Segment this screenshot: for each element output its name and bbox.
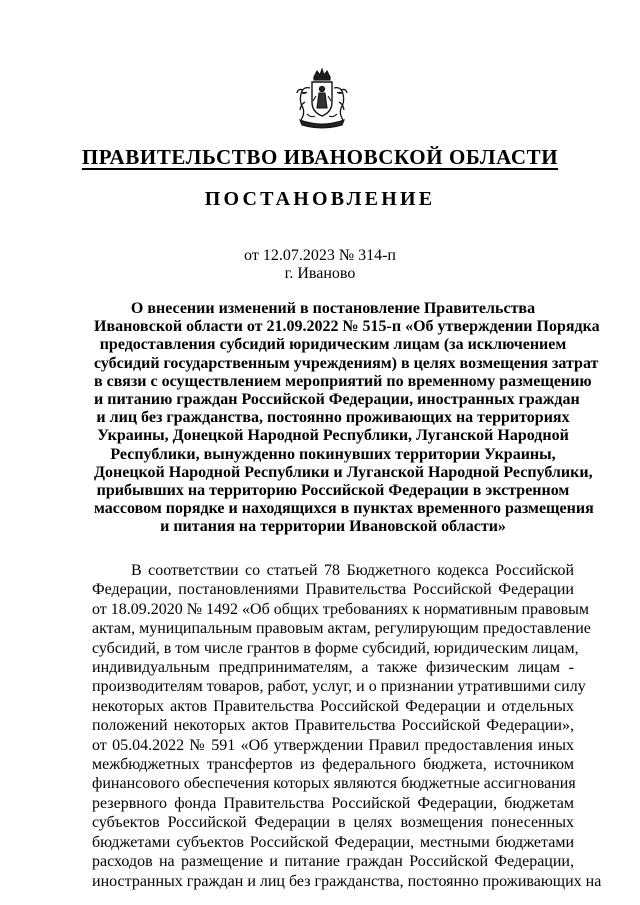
title-line: Украины, Донецкой Народной Республики, Луганской Народной [97,427,569,445]
title-line: массовом порядке и находящихся в пунктах временного размещения [94,500,594,518]
body-line: положений некоторых актов Правительства Российской Федерации», [92,717,574,735]
title-line: О внесении изменений в постановление Правительства [130,300,536,317]
title-line: и питания на территории Ивановской области» [160,518,506,536]
ivanovo-coat-of-arms-icon [295,68,349,130]
title-line: в связи с осуществлением мероприятий по временному размещению [94,372,592,390]
body-line: некоторых актов Правительства Российской Федерации и отдельных [92,697,574,715]
organization-name: ПРАВИТЕЛЬСТВО ИВАНОВСКОЙ ОБЛАСТИ [81,145,559,169]
body-line: актам, муниципальным правовым актам, регулирующим предоставление [92,620,591,638]
title-line: Донецкой Народной Республики и Луганской Народной Республики, [94,463,593,481]
document-city: г. Иваново [284,265,356,282]
title-line: Ивановской области от 21.09.2022 № 515-п «Об утверждении Порядка [94,318,600,336]
title-line: и лиц без гражданства, постоянно проживающих на территориях [96,409,570,427]
body-line: резервного фонда Правительства Российской Федерации, бюджетам [92,794,574,812]
body-line: от 18.09.2020 № 1492 «Об общих требованиях к нормативным правовым [92,600,590,618]
body-line: Федерации, постановлениями Правительства Российской Федерации [92,581,574,599]
body-line: субъектов Российской Федерации в целях возмещения понесенных [92,814,574,832]
body-line: финансового обеспечения которых являются бюджетные ассигнования [92,775,576,793]
body-line: производителям товаров, работ, услуг, и о признании утратившими силу [92,678,586,696]
body-line: расходов на размещение и питание граждан Российской Федерации, [92,853,574,871]
body-line: от 05.04.2022 № 591 «Об утверждении Правил предоставления иных [92,736,574,754]
body-line: В соответствии со статьей 78 Бюджетного кодекса Российской [131,562,574,579]
title-line: и питанию граждан Российской Федерации, иностранных граждан [94,391,580,409]
document-date-number: от 12.07.2023 № 314-п [244,247,396,264]
title-line: Республики, вынужденно покинувших территории Украины, [110,445,556,463]
body-line: индивидуальным предпринимателям, а также физическим лицам - [92,659,574,677]
title-line: предоставления субсидий юридическим лицам (за исключением [99,336,567,354]
document-type: ПОСТАНОВЛЕНИЕ [204,188,436,210]
body-line: бюджетами субъектов Российской Федерации, местными бюджетами [92,833,574,851]
body-line: субсидий, в том числе грантов в форме субсидий, юридическим лицам, [92,639,579,657]
body-line: межбюджетных трансфертов из федерального бюджета, источником [92,756,574,774]
title-line: прибывших на территорию Российской Федерации в экстренном [96,482,570,500]
body-line: иностранных граждан и лиц без гражданства, постоянно проживающих на [92,872,602,890]
document-body [92,561,602,891]
document-title [94,300,600,537]
title-line: субсидий государственным учреждениям) в целях возмещения затрат [94,354,599,372]
